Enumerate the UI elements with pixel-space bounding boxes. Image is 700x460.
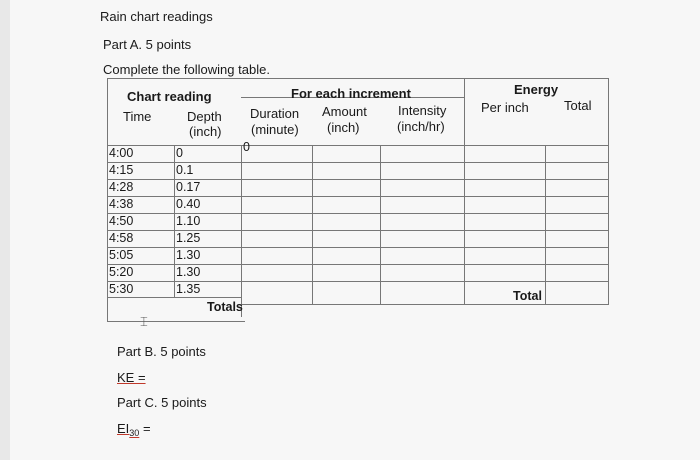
time-cell: 4:58: [109, 231, 134, 245]
ke-label: KE =: [117, 370, 146, 385]
ei-label: EI: [117, 421, 130, 436]
header-per-inch: Per inch: [481, 100, 529, 115]
part-a-heading: Part A. 5 points: [103, 37, 192, 52]
header-for-each-increment: For each increment: [291, 86, 411, 101]
header-amount: Amount: [322, 104, 367, 119]
rain-chart-table: [107, 78, 609, 329]
time-cell: 4:38: [109, 197, 134, 211]
header-duration: Duration: [250, 106, 300, 121]
depth-cell: 0: [176, 146, 183, 160]
header-amount-unit: (inch): [327, 120, 360, 135]
part-c-heading: Part C. 5 points: [117, 395, 207, 410]
header-depth: Depth: [187, 109, 222, 124]
time-cell: 5:20: [109, 265, 134, 279]
depth-cell: 1.35: [176, 282, 201, 296]
part-b-heading: Part B. 5 points: [117, 344, 206, 359]
depth-cell: 1.30: [176, 265, 201, 279]
worksheet-title: Rain chart readings: [100, 9, 213, 24]
ei-subscript: 30: [129, 428, 140, 438]
time-cell: 4:00: [109, 146, 134, 160]
energy-total-label: Total: [513, 289, 542, 303]
depth-cell: 1.25: [176, 231, 201, 245]
time-cell: 4:15: [109, 163, 134, 177]
depth-cell: 0.1: [176, 163, 194, 177]
depth-cell: 1.30: [176, 248, 201, 262]
header-intensity: Intensity: [398, 103, 447, 118]
ei-equals: =: [142, 421, 151, 436]
time-cell: 5:05: [109, 248, 134, 262]
ei30-formula: [117, 421, 151, 438]
first-duration-value: 0: [243, 140, 250, 154]
table-instruction: Complete the following table.: [103, 62, 270, 77]
depth-cell: 1.10: [176, 214, 201, 228]
time-cell: 4:50: [109, 214, 134, 228]
text-cursor-icon: ⌶: [140, 314, 148, 329]
header-depth-unit: (inch): [189, 124, 222, 139]
header-duration-unit: (minute): [251, 122, 299, 137]
depth-cell: 0.40: [176, 197, 201, 211]
time-cell: 4:28: [109, 180, 134, 194]
depth-cell: 0.17: [176, 180, 201, 194]
ke-formula: [117, 370, 146, 385]
header-chart-reading: Chart reading: [127, 89, 212, 104]
time-cell: 5:30: [109, 282, 134, 296]
header-energy: Energy: [514, 82, 559, 97]
header-time: Time: [123, 109, 152, 124]
header-intensity-unit: (inch/hr): [397, 119, 445, 134]
totals-label: Totals: [207, 300, 243, 314]
header-energy-total: Total: [564, 98, 592, 113]
